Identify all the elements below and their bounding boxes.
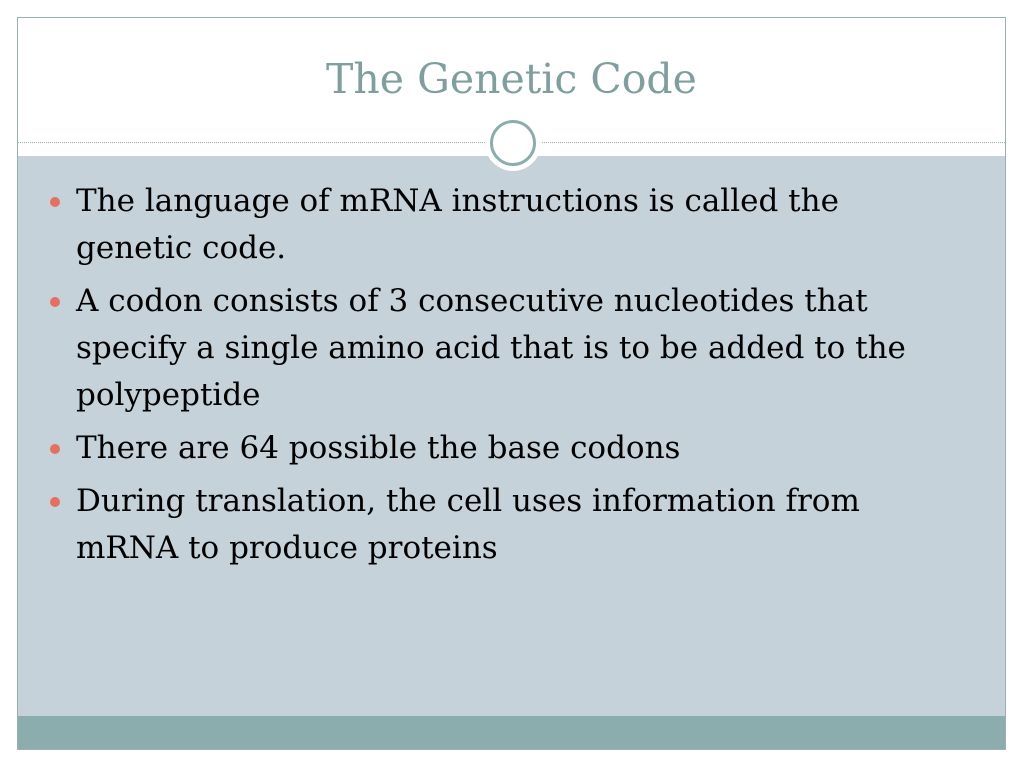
bullet-list [46, 178, 946, 578]
bullet-item [46, 278, 946, 419]
bullet-dot-icon [50, 297, 60, 307]
bullet-item [46, 178, 946, 272]
slide [17, 17, 1006, 750]
bullet-text: The language of mRNA instructions is called the genetic code. [76, 183, 839, 266]
bullet-text: During translation, the cell uses information from mRNA to produce proteins [76, 483, 860, 566]
circle-ornament-icon [485, 115, 541, 171]
bullet-text: A codon consists of 3 consecutive nucleotides that specify a single amino acid that is to be added to the polypeptide [76, 283, 906, 413]
ornament-ring [490, 120, 536, 166]
slide-title: The Genetic Code [326, 55, 697, 103]
bullet-item [46, 425, 946, 472]
footer-band [18, 716, 1005, 750]
bullet-item [46, 478, 946, 572]
bullet-dot-icon [50, 497, 60, 507]
bullet-text: There are 64 possible the base codons [76, 430, 681, 466]
bullet-dot-icon [50, 197, 60, 207]
bullet-dot-icon [50, 444, 60, 454]
